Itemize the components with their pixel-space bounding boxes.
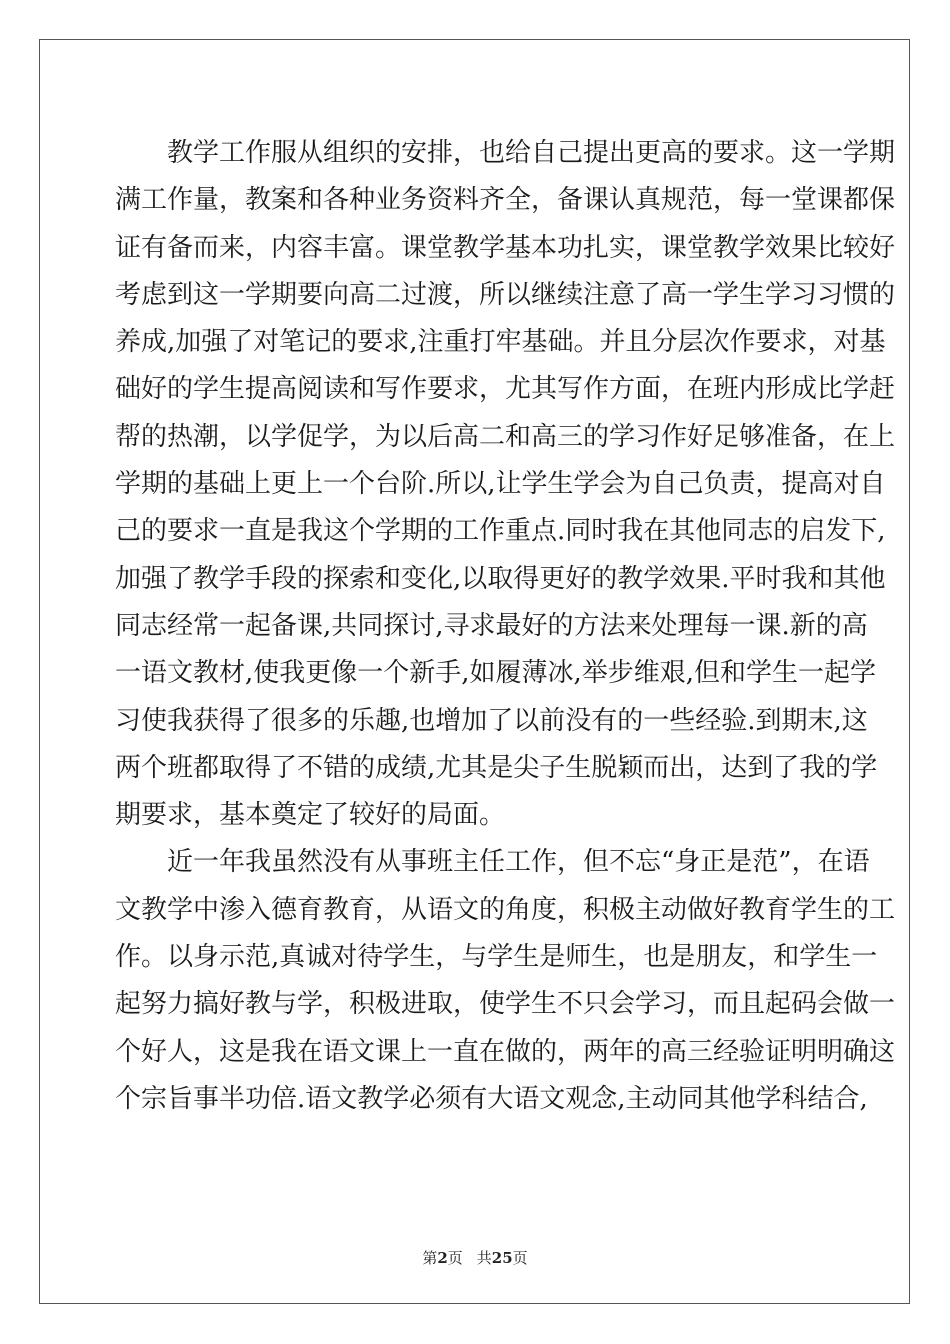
page-footer <box>0 1247 950 1268</box>
text-line: 础好的学生提高阅读和写作要求，尤其写作方面，在班内形成比学赶 <box>115 374 896 405</box>
text-line: 文教学中渗入德育教育，从语文的角度，积极主动做好教育学生的工 <box>115 894 896 925</box>
text-line: 教学工作服从组织的安排，也给自己提出更高的要求。这一学期 <box>167 138 896 168</box>
text-line: 学期的基础上更上一个台阶.所以,让学生学会为自己负责，提高对自 <box>115 469 886 500</box>
text-line: 己的要求一直是我这个学期的工作重点.同时我在其他同志的启发下, <box>115 516 886 547</box>
text-line: 个好人，这是我在语文课上一直在做的，两年的高三经验证明明确这 <box>115 1036 896 1067</box>
text-line: 近一年我虽然没有从事班主任工作，但不忘“身正是范”，在语 <box>167 847 870 878</box>
footer-total-prefix: 共 <box>476 1249 492 1267</box>
paragraph <box>115 839 896 1123</box>
text-line: 证有备而来，内容丰富。课堂教学基本功扎实，课堂教学效果比较好 <box>115 232 896 263</box>
text-line: 加强了教学手段的探索和变化,以取得更好的教学效果.平时我和其他 <box>115 563 886 594</box>
text-line: 作。以身示范,真诚对待学生，与学生是师生，也是朋友，和学生一 <box>115 942 878 973</box>
document-body <box>115 130 896 1123</box>
text-line: 两个班都取得了不错的成绩,尤其是尖子生脱颖而出，达到了我的学 <box>115 752 878 783</box>
text-line: 习使我获得了很多的乐趣,也增加了以前没有的一些经验.到期末,这 <box>115 705 868 736</box>
footer-page-number: 2 <box>437 1249 448 1267</box>
text-line: 帮的热潮，以学促学，为以后高二和高三的学习作好足够准备，在上 <box>115 421 896 452</box>
footer-total-pages: 25 <box>491 1249 513 1267</box>
footer-page-prefix: 第 <box>422 1249 438 1267</box>
text-line: 同志经常一起备课,共同探讨,寻求最好的方法来处理每一课.新的高 <box>115 610 868 641</box>
text-line: 个宗旨事半功倍.语文教学必须有大语文观念,主动同其他学科结合, <box>115 1083 868 1114</box>
text-line: 养成,加强了对笔记的要求,注重打牢基础。并且分层次作要求，对基 <box>115 327 886 358</box>
footer-page-suffix: 页 <box>447 1249 463 1267</box>
text-line: 期要求，基本奠定了较好的局面。 <box>115 800 506 831</box>
paragraph <box>115 130 896 839</box>
text-line: 一语文教材,使我更像一个新手,如履薄冰,举步维艰,但和学生一起学 <box>115 658 877 689</box>
text-line: 起努力搞好教与学，积极进取，使学生不只会学习，而且起码会做一 <box>115 989 896 1020</box>
text-line: 考虑到这一学期要向高二过渡，所以继续注意了高一学生学习习惯的 <box>115 279 896 310</box>
footer-total-suffix: 页 <box>512 1249 528 1267</box>
text-line: 满工作量，教案和各种业务资料齐全，备课认真规范，每一堂课都保 <box>115 185 896 216</box>
